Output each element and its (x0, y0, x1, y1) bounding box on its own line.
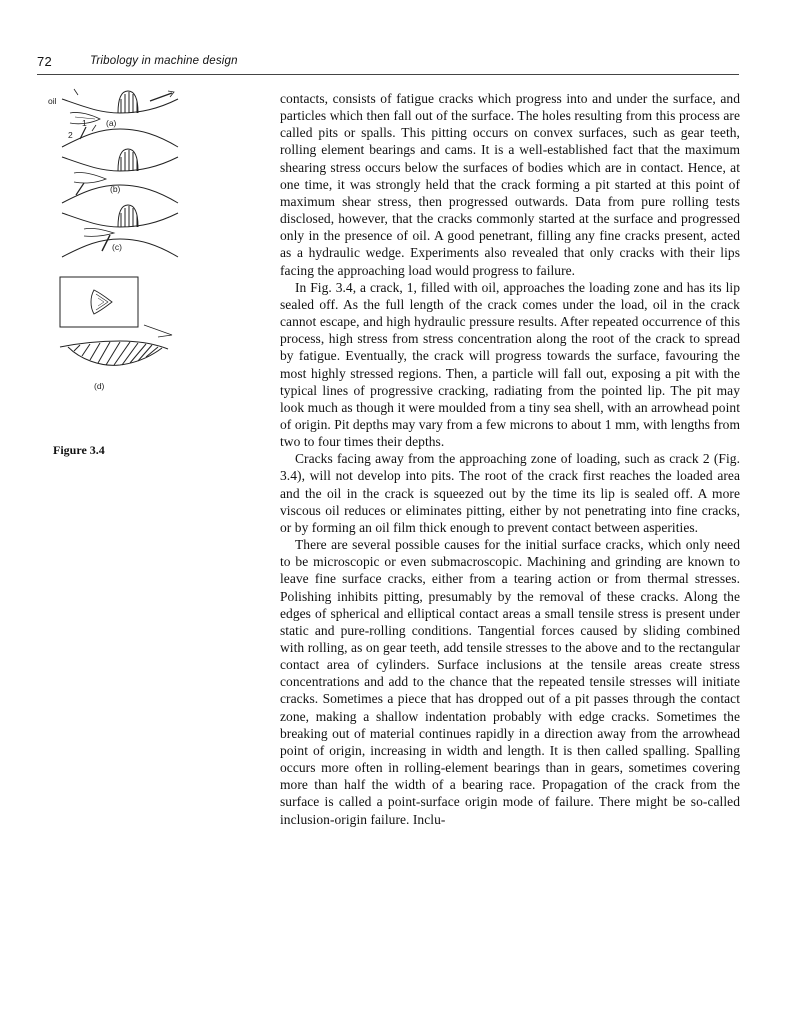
panel-c-label: (c) (112, 242, 122, 252)
running-head (37, 52, 739, 75)
paragraph: Cracks facing away from the approaching zone of loading, such as crack 2 (Fig. 3.4), will not develop into pits. The root of the crack first reaches the loaded area and the oil in the crack is squeezed out by the time its lip is sealed off. A more viscous oil reduces or eliminates pitting, either by not penetrating into fine cracks, or by forming an oil film thick enough to prevent contact between asperities. (280, 451, 740, 535)
figure-caption: Figure 3.4 (53, 443, 105, 457)
panel-b-label: (b) (110, 184, 121, 194)
body-text (280, 90, 740, 828)
panel-d-box-drawing (60, 277, 138, 327)
book-title: Tribology in machine design (90, 55, 238, 67)
paragraph: In Fig. 3.4, a crack, 1, filled with oil, approaches the loading zone and has its lip sealed off. As the full length of the crack comes under the load, oil in the crack cannot escape, and high hydraulic pressure results. After repeated occurrence of this process, high stress from stress concentration along the root of the crack to spread by fatigue. Eventually, the crack will progress towards the surface, favouring the most highly stressed regions. Then, a particle will fall out, exposing a pit with the typical lines of progressive cracking, radiating from the pointed lip. The pit may look much as though it were moulded from a tiny sea shell, with an arrowhead point of origin. Pit depths may vary from a few microns to about 1 mm, with lengths from two to four times their depths. (280, 279, 740, 450)
panel-d-label: (d) (94, 381, 105, 391)
page-number: 72 (37, 54, 53, 69)
panel-a-label: (a) (106, 118, 117, 128)
panel-b-drawing (62, 149, 178, 203)
panel-d-section-drawing (60, 325, 172, 365)
figure-3-4 (40, 85, 240, 445)
panel-a-drawing (62, 89, 178, 147)
paragraph: contacts, consists of fatigue cracks which progress into and under the surface, and particles which then fall out of the surface. The holes resulting from this process are called pits or spalls. This pitting occurs on convex surfaces, such as gear teeth, rolling element bearings and cams. It is a well-established fact that the maximum shearing stress occurs below the surfaces of bodies which are in contact. Hence, at one time, it was strongly held that the crack forming a pit started at this point of maximum shear stress, then progressed outwards. Data from pure rolling tests disclosed, however, that the cracks commonly started at the surface and progressed only in the presence of oil. A good penetrant, filling any fine cracks present, acted as a hydraulic wedge. Experiments also revealed that only cracks with their lips facing the approaching load would progress to failure. (280, 91, 740, 278)
crack-2-label: 2 (68, 130, 73, 140)
crack-1-label: 1 (82, 118, 87, 128)
oil-label: oil (48, 96, 57, 106)
paragraph: There are several possible causes for the initial surface cracks, which only need to be microscopic or even submacroscopic. Machining and grinding are known to leave fine surface cracks, either from a tearing action or from thermal stresses. Polishing inhibits pitting, presumably by the removal of these cracks. Along the edges of spherical and elliptical contact areas a small tensile stress is present under static and pure-rolling conditions. Tangential forces caused by sliding combined with rolling, as on gear teeth, add tensile stresses to the above and to the rectangular contact area of cylinders. Surface inclusions at the tensile areas create stress concentrations and add to the chance that the repeated tensile stresses will initiate cracks. Sometimes a piece that has dropped out of a pit passes through the contact zone, making a shallow indentation probably with edge cracks. Sometimes the breaking out of material continues rapidly in a direction away from the arrowhead point of origin, increasing in width and length. It is then called spalling. Spalling occurs more often in rolling-element bearings than in gears, sometimes covering more than half the width of a bearing race. Propagation of the crack from the surface is called a point-surface origin mode of failure. There might be so-called inclusion-origin failure. Inclu- (280, 537, 740, 827)
